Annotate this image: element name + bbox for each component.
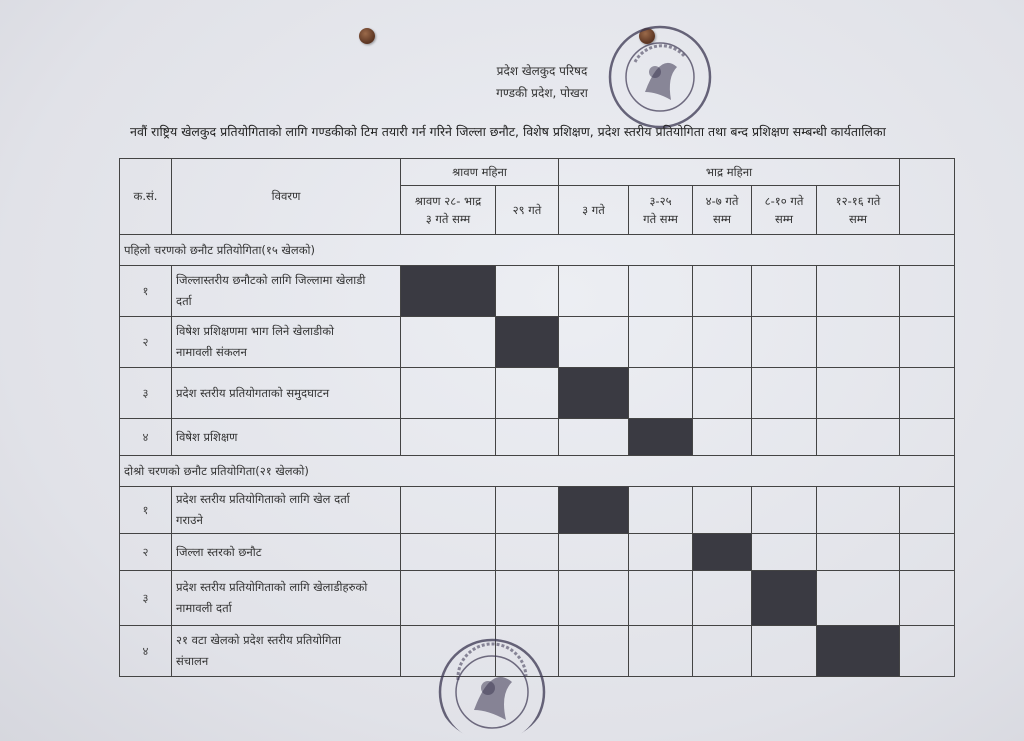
- table-row: [120, 534, 955, 571]
- subheader-period-7: [817, 186, 900, 235]
- row-desc-line: जिल्लास्तरीय छनौटको लागि जिल्लामा खेलाडी: [176, 273, 366, 287]
- col-header-blank: [900, 159, 955, 235]
- schedule-cell: [559, 626, 629, 677]
- month-bhadra: भाद्र महिना: [559, 159, 900, 186]
- row-desc-line: दर्ता: [176, 294, 192, 308]
- sub-label: ८-१० गते: [764, 194, 804, 208]
- schedule-cell: [496, 368, 559, 419]
- schedule-cell: [401, 317, 496, 368]
- schedule-cell: [629, 368, 693, 419]
- schedule-cell: [401, 368, 496, 419]
- table-row: [120, 317, 955, 368]
- phase-label: पहिलो चरणको छनौट प्रतियोगिता(१५ खेलको): [120, 235, 955, 266]
- sub-label: १२-१६ गते: [835, 194, 881, 208]
- pin-icon: [359, 28, 375, 44]
- schedule-bar: [629, 419, 693, 456]
- row-desc-line: नामावली दर्ता: [176, 601, 232, 615]
- sub-label: सम्म: [774, 212, 794, 226]
- month-shrawan: श्रावण महिना: [401, 159, 559, 186]
- row-description: [172, 266, 401, 317]
- schedule-bar: [559, 368, 629, 419]
- schedule-cell: [817, 571, 900, 626]
- schedule-cell: [629, 626, 693, 677]
- schedule-cell: [496, 571, 559, 626]
- schedule-cell: [559, 571, 629, 626]
- schedule-bar: [401, 266, 496, 317]
- row-description: [172, 487, 401, 534]
- schedule-cell: [401, 419, 496, 456]
- schedule-cell: [629, 266, 693, 317]
- row-description: [172, 317, 401, 368]
- subheader-period-6: [752, 186, 817, 235]
- schedule-cell: [817, 534, 900, 571]
- sub-label: ३ गते सम्म: [425, 212, 471, 226]
- row-desc-line: प्रदेश स्तरीय प्रतियोगिताको लागि खेलाडीहरुको: [176, 580, 368, 594]
- row-sn: ४: [120, 419, 172, 456]
- schedule-cell: [496, 419, 559, 456]
- schedule-cell: [900, 571, 955, 626]
- phase-label: दोश्रो चरणको छनौट प्रतियोगिता(२१ खेलको): [120, 456, 955, 487]
- phase-row-2: [120, 456, 955, 487]
- schedule-cell: [693, 368, 752, 419]
- schedule-cell: [752, 317, 817, 368]
- schedule-cell: [693, 626, 752, 677]
- schedule-cell: [559, 317, 629, 368]
- schedule-cell: [401, 487, 496, 534]
- row-desc-line: संचालन: [176, 654, 209, 668]
- row-desc-line: विषेश प्रशिक्षण: [176, 429, 238, 444]
- schedule-cell: [752, 419, 817, 456]
- phase2-rows: [120, 487, 955, 677]
- schedule-cell: [817, 419, 900, 456]
- schedule-cell: [693, 487, 752, 534]
- schedule-cell: [401, 534, 496, 571]
- schedule-bar: [559, 487, 629, 534]
- schedule-cell: [693, 266, 752, 317]
- subheader-period-5: [693, 186, 752, 235]
- org-name: प्रदेश खेलकुद परिषद: [496, 64, 588, 78]
- sub-label: श्रावण २८- भाद्र: [414, 194, 482, 208]
- schedule-cell: [496, 266, 559, 317]
- schedule-cell: [900, 487, 955, 534]
- row-desc-line: गराउने: [176, 513, 203, 527]
- subheader-period-2: २९ गते: [496, 186, 559, 235]
- org-location: गण्डकी प्रदेश, पोखरा: [496, 86, 588, 100]
- schedule-cell: [496, 534, 559, 571]
- schedule-cell: [496, 487, 559, 534]
- row-sn: ३: [120, 571, 172, 626]
- sub-label: ३-२५: [649, 194, 672, 208]
- row-sn: ४: [120, 626, 172, 677]
- schedule-cell: [900, 317, 955, 368]
- subheader-period-4: [629, 186, 693, 235]
- schedule-cell: [752, 368, 817, 419]
- schedule-cell: [629, 317, 693, 368]
- row-description: [172, 419, 401, 456]
- phase1-rows: [120, 266, 955, 456]
- table-row: [120, 368, 955, 419]
- schedule-cell: [900, 368, 955, 419]
- row-desc-line: जिल्ला स्तरको छनौट: [176, 544, 262, 559]
- row-description: [172, 571, 401, 626]
- schedule-cell: [752, 266, 817, 317]
- row-desc-line: विषेश प्रशिक्षणमा भाग लिने खेलाडीको: [176, 324, 335, 338]
- schedule-cell: [559, 534, 629, 571]
- schedule-cell: [817, 368, 900, 419]
- schedule-cell: [401, 571, 496, 626]
- row-description: [172, 534, 401, 571]
- row-sn: २: [120, 317, 172, 368]
- schedule-cell: [752, 487, 817, 534]
- subheader-period-3: ३ गते: [559, 186, 629, 235]
- sub-label: सम्म: [848, 212, 868, 226]
- header-row: [120, 159, 955, 186]
- schedule-cell: [693, 571, 752, 626]
- row-sn: २: [120, 534, 172, 571]
- council-seal-icon: [436, 636, 548, 741]
- schedule-cell: [900, 266, 955, 317]
- row-sn: ३: [120, 368, 172, 419]
- schedule-cell: [629, 571, 693, 626]
- row-desc-line: प्रदेश स्तरीय प्रतियोगताको समुदघाटन: [176, 385, 330, 400]
- schedule-cell: [752, 626, 817, 677]
- schedule-cell: [559, 419, 629, 456]
- schedule-cell: [693, 419, 752, 456]
- sub-label: सम्म: [712, 212, 732, 226]
- schedule-cell: [629, 534, 693, 571]
- table-row: [120, 487, 955, 534]
- schedule-bar: [817, 626, 900, 677]
- row-sn: १: [120, 266, 172, 317]
- row-description: [172, 368, 401, 419]
- sub-label: ४-७ गते: [705, 194, 739, 208]
- page-title: नवौं राष्ट्रिय खेलकुद प्रतियोगिताको लागि गण्डकीको टिम तयारी गर्न गरिने जिल्ला छनौट, विशेष प्रशिक्षण, प्रदेश स्तरीय प्रतियोगिता तथा बन्द प्रशिक्षण सम्बन्धी कार्यतालिका: [130, 124, 886, 139]
- schedule-cell: [817, 487, 900, 534]
- schedule-bar: [752, 571, 817, 626]
- schedule-cell: [559, 266, 629, 317]
- schedule-table: [119, 158, 955, 677]
- schedule-cell: [693, 317, 752, 368]
- phase-row-1: [120, 235, 955, 266]
- col-header-sn: क.सं.: [120, 159, 172, 235]
- schedule-cell: [817, 266, 900, 317]
- row-desc-line: नामावली संकलन: [176, 345, 247, 359]
- schedule-cell: [900, 534, 955, 571]
- sub-label: गते सम्म: [643, 212, 678, 226]
- col-header-desc: विवरण: [172, 159, 401, 235]
- schedule-cell: [629, 487, 693, 534]
- row-desc-line: प्रदेश स्तरीय प्रतियोगिताको लागि खेल दर्ता: [176, 492, 350, 506]
- schedule-cell: [900, 419, 955, 456]
- row-description: [172, 626, 401, 677]
- table-row: [120, 571, 955, 626]
- row-desc-line: २१ वटा खेलको प्रदेश स्तरीय प्रतियोगिता: [176, 633, 341, 647]
- schedule-cell: [817, 317, 900, 368]
- table-row: [120, 266, 955, 317]
- schedule-cell: [752, 534, 817, 571]
- schedule-cell: [900, 626, 955, 677]
- table-row: [120, 419, 955, 456]
- row-sn: १: [120, 487, 172, 534]
- schedule-bar: [693, 534, 752, 571]
- subheader-period-1: [401, 186, 496, 235]
- schedule-bar: [496, 317, 559, 368]
